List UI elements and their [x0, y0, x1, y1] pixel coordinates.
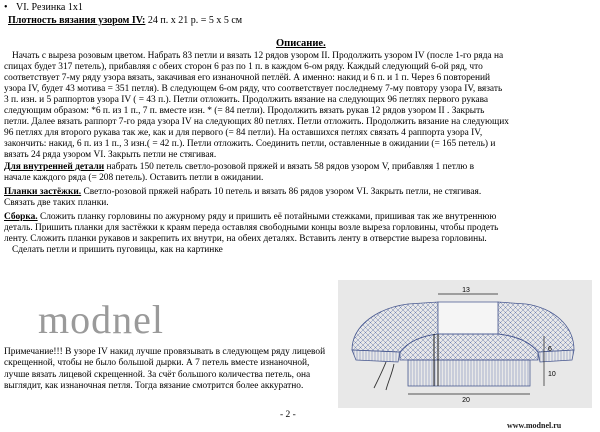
description-line: закончить: накид, 6 п. из 1 п., 3 изн.( = 42 п.). Петли отложить. Соединить петли, оставленные в ожидании (= 165 петель) и [4, 139, 496, 149]
description-line: петли. Далее вязать раппорт 7-го ряда узора IV на следующих 80 петлях. Петли отложить. Продолжить вязание на следующих [4, 117, 509, 127]
description-line: вязать 24 ряда узором VI. Закрыть петли не стягивая. [4, 150, 217, 160]
placket-line [4, 187, 481, 198]
description-line: следующим образом: *6 п. из 1 п., 7 п. вместе изн. * (= 84 петли). Продолжить вязать рукав 12 рядов узором II . Закрыть [4, 106, 485, 116]
dim-top-label: 13 [462, 287, 470, 294]
placket-text: Светло-розовой пряжей набрать 10 петель и вязать 86 рядов узором VI. Закрыть петли, не стягивая. [81, 187, 482, 197]
description-title: Описание. [276, 38, 326, 49]
assembly-text: Сложить планку горловины по ажурному ряду и пришить её потайными стежками, пришивая так же внутреннюю [37, 212, 497, 222]
assembly-line: Сделать петли и пришить пуговицы, как на картинке [12, 245, 223, 255]
density-value: 24 п. х 21 р. = 5 х 5 см [147, 15, 243, 26]
inner-detail-label: Для внутренней детали [4, 162, 105, 172]
garment-diagram [338, 280, 592, 408]
sleeve-cuff-left [352, 350, 400, 362]
dim-right-top-label: 6 [548, 346, 552, 353]
dim-right-bottom-label: 10 [548, 371, 556, 378]
watermark: modnel [38, 297, 164, 342]
inner-detail-line [4, 162, 474, 173]
inner-detail-text: набрать 150 петель светло-розовой пряжей и вязать 58 рядов узором V, прибавляя 1 петлю в [104, 162, 475, 172]
dim-bottom-label: 20 [462, 397, 470, 404]
note-paragraph: Примечание!!! В узоре IV накид лучше провязывать в следующем ряду лицевой скрещенной, чтобы не было большой дырки. А 7 петель вместе изнаночной, лучше вязать лицевой скрещенной. За счёт большого количества петель, она выглядит, как изнаночная петля. Тогда вязание смотрится более аккуратно. [4, 347, 326, 391]
assembly-line [4, 212, 496, 223]
pattern-heading: VI. Резинка 1х1 [16, 2, 83, 13]
site-url: www.modnel.ru [507, 421, 562, 430]
assembly-label: Сборка. [4, 212, 38, 222]
description-line: соответствует 7-му ряду узора вязать, закачивая его изнаночной петлёй. А именно: накид и 6 п. и 1 п. Через 6 повторений [4, 73, 491, 83]
assembly-line: ленту. Сложить планки рукавов и закрепить их внутри, на обеих деталях. Вставить ленту в отверстие выреза горловины. [4, 234, 487, 244]
placket-label: Планки застёжки. [4, 187, 82, 197]
inner-detail-line: начале каждого ряда (= 208 петель). Оставить петли в ожидании. [4, 173, 264, 183]
list-bullet: • [4, 2, 8, 13]
description-line: спицах будет 317 петель), прибавляя с обеих сторон 6 раз по 1 п. в каждом 6-ом ряду. Каждый следующий 6-ой ряд, что [4, 62, 483, 72]
density-label: Плотность вязания узором IV: [8, 15, 146, 26]
page-number: - 2 - [280, 410, 296, 420]
assembly-line: деталь. Пришить планки для застёжки к краям переда оставляя свободными концы возле выреза горловины, чтобы продеть [4, 223, 499, 233]
yoke-front [400, 334, 538, 360]
neck-opening [438, 302, 498, 334]
sleeve-cuff-right [538, 350, 574, 362]
density-line [8, 15, 242, 26]
description-line: 3 п. изн. и 5 раппортов узора IV ( = 43 п.). Петли отложить. Продолжить вязание на следующих 96 петлях первого рукава [4, 95, 489, 105]
description-line: узора IV, будет 43 мотива = 351 петля). В следующем 6-ом ряду, что соответствует последнему 7-му повтору узора IV, вязать [4, 84, 503, 94]
placket-line: Связать две таких планки. [4, 198, 109, 208]
description-line: 96 петлях для второго рукава так же, как и для первого (= 84 петли). На оставшихся петлях связать 4 раппорта узора IV, [4, 128, 483, 138]
body-rib [408, 360, 530, 386]
description-line: Начать с выреза розовым цветом. Набрать 83 петли и вязать 12 рядов узором II. Продолжить узором IV (после 1-го ряда на [12, 51, 504, 61]
